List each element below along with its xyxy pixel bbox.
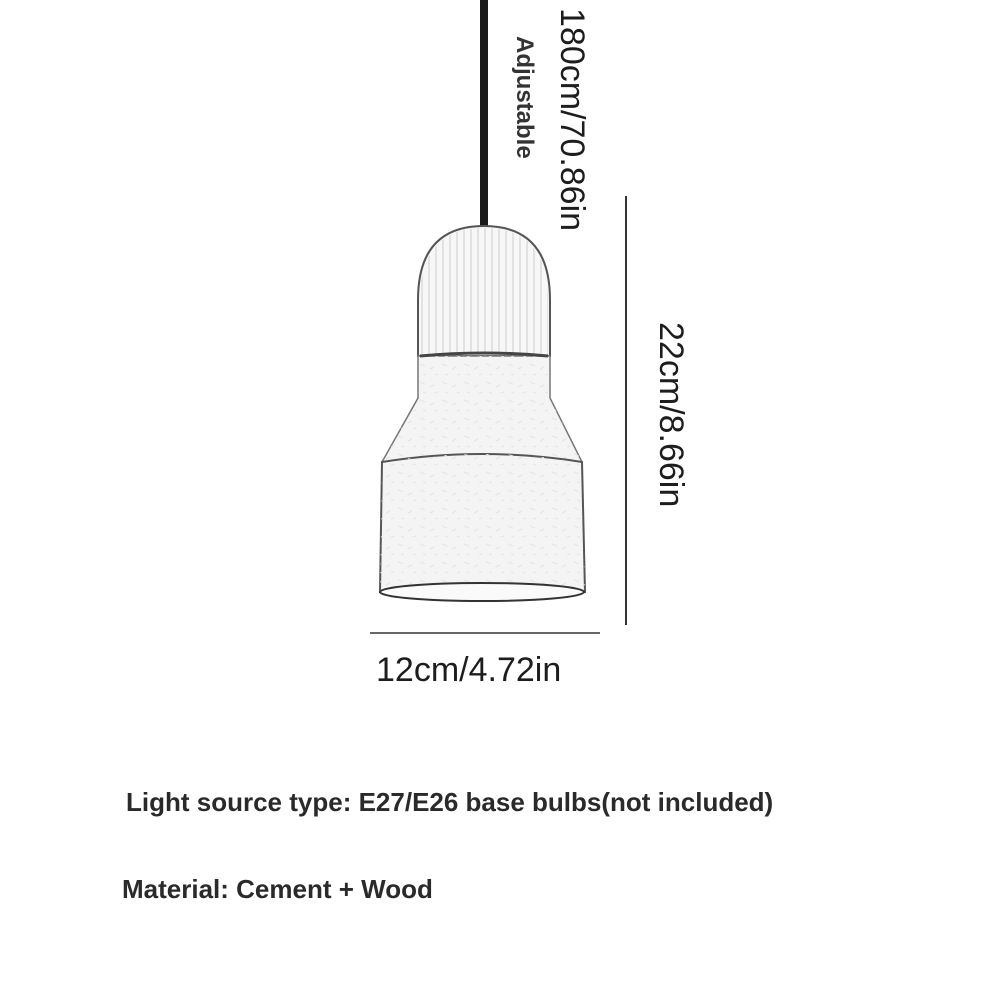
material-spec: Material: Cement + Wood (122, 874, 433, 904)
cord-length-label: 180cm/70.86in (553, 8, 591, 232)
light-source-spec: Light source type: E27/E26 base bulbs(not included) (126, 787, 774, 817)
adjustable-label: Adjustable (511, 36, 538, 159)
shade-opening (380, 583, 584, 601)
height-label: 22cm/8.66in (652, 322, 690, 508)
width-label: 12cm/4.72in (376, 651, 562, 689)
power-cord (480, 0, 488, 233)
